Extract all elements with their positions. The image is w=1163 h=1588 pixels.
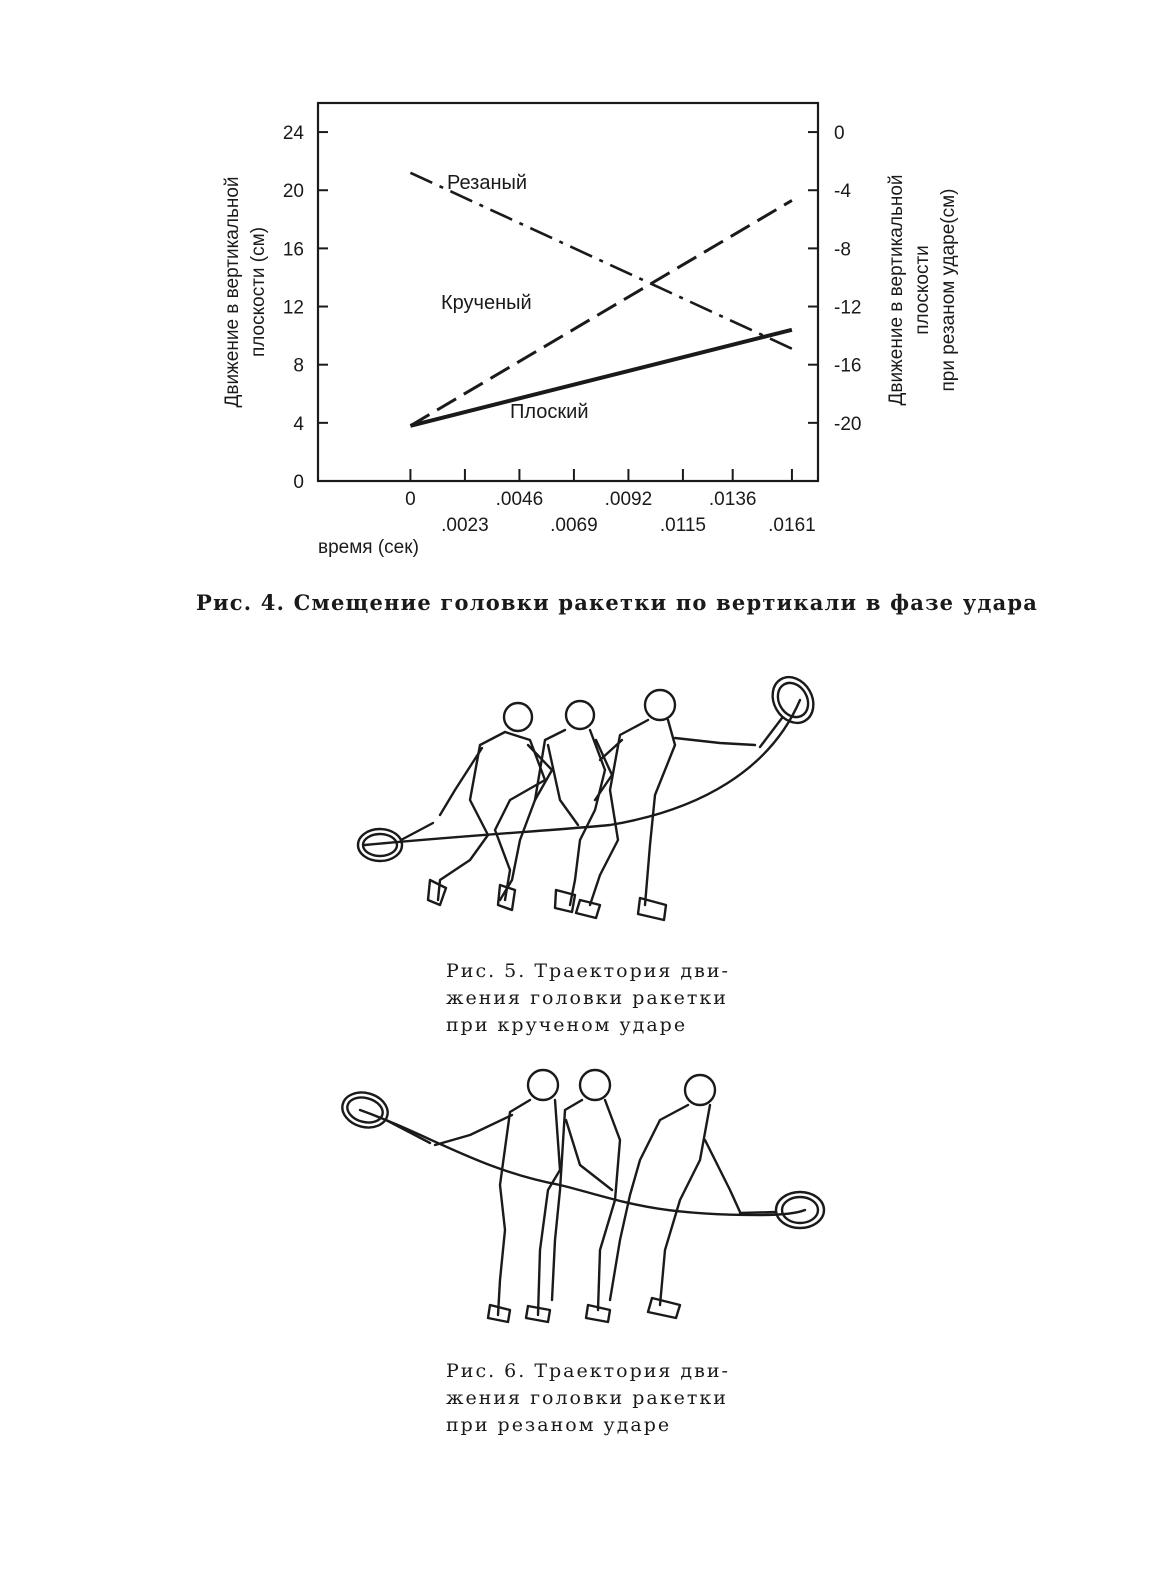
y-axis-label-right-2: плоскости	[912, 245, 933, 335]
player-phase-1-icon	[435, 1070, 560, 1322]
y-left-tick-label: 8	[293, 355, 304, 377]
y-right-tick-label: -20	[834, 413, 862, 435]
y-left-tick-label: 16	[282, 239, 304, 261]
x-tick-label: .0092	[604, 489, 653, 510]
x-tick-label: 0	[405, 489, 416, 510]
y-axis-label-right-3: при резаном ударе(см)	[938, 188, 959, 392]
x-axis-label: время (сек)	[318, 537, 419, 558]
x-tick-label: .0161	[768, 515, 816, 536]
y-axis-label-right-1: Движение в вертикальной	[886, 174, 907, 406]
y-axis-label-left-1: Движение в вертикальной	[222, 176, 243, 408]
trajectory-curve	[360, 1110, 805, 1215]
y-right-tick-label: -12	[834, 297, 862, 319]
series-label-ploskii: Плоский	[510, 401, 589, 423]
figure4-caption: Рис. 4. Смещение головки ракетки по вертикали в фазе удара	[196, 590, 1039, 615]
y-left-tick-label: 4	[293, 413, 304, 435]
series-line-0	[410, 173, 792, 349]
y-left-tick-label: 24	[282, 123, 304, 145]
series-label-kruchenyi: Крученый	[441, 292, 532, 314]
x-tick-label: .0046	[495, 489, 544, 510]
racket-start-icon	[358, 823, 433, 861]
player-phase-2-icon	[552, 1070, 620, 1322]
y-right-tick-label: 0	[834, 123, 845, 145]
racket-end-icon	[760, 670, 821, 747]
player-phase-3-icon	[610, 1075, 740, 1318]
player-phase-2-icon	[500, 701, 612, 912]
series-line-2	[410, 330, 792, 426]
racket-start-icon	[338, 1088, 430, 1143]
x-tick-label: .0069	[550, 515, 598, 536]
y-right-tick-label: -4	[834, 181, 851, 203]
figure5-illustration	[0, 660, 1163, 930]
plot-frame	[318, 103, 818, 481]
y-left-tick-label: 20	[282, 181, 304, 203]
y-left-tick-label: 12	[282, 297, 304, 319]
x-tick-label: .0115	[659, 515, 706, 536]
figure6-illustration	[0, 1060, 1163, 1330]
figure6-caption: Рис. 6. Траектория дви- жения головки ракетки при резаном ударе	[446, 1360, 730, 1436]
y-left-tick-label: 0	[293, 472, 304, 493]
racket-end-icon	[740, 1192, 824, 1228]
player-phase-3-icon	[576, 690, 755, 920]
y-right-tick-label: -8	[834, 239, 851, 261]
y-right-tick-label: -16	[834, 355, 862, 377]
series-label-rezany: Резаный	[447, 172, 528, 194]
x-tick-label: .0136	[708, 489, 757, 510]
figure5-caption: Рис. 5. Траектория дви- жения головки ракетки при крученом ударе	[446, 960, 730, 1036]
x-tick-label: .0023	[441, 515, 489, 536]
y-axis-label-left-2: плоскости (см)	[248, 226, 269, 358]
